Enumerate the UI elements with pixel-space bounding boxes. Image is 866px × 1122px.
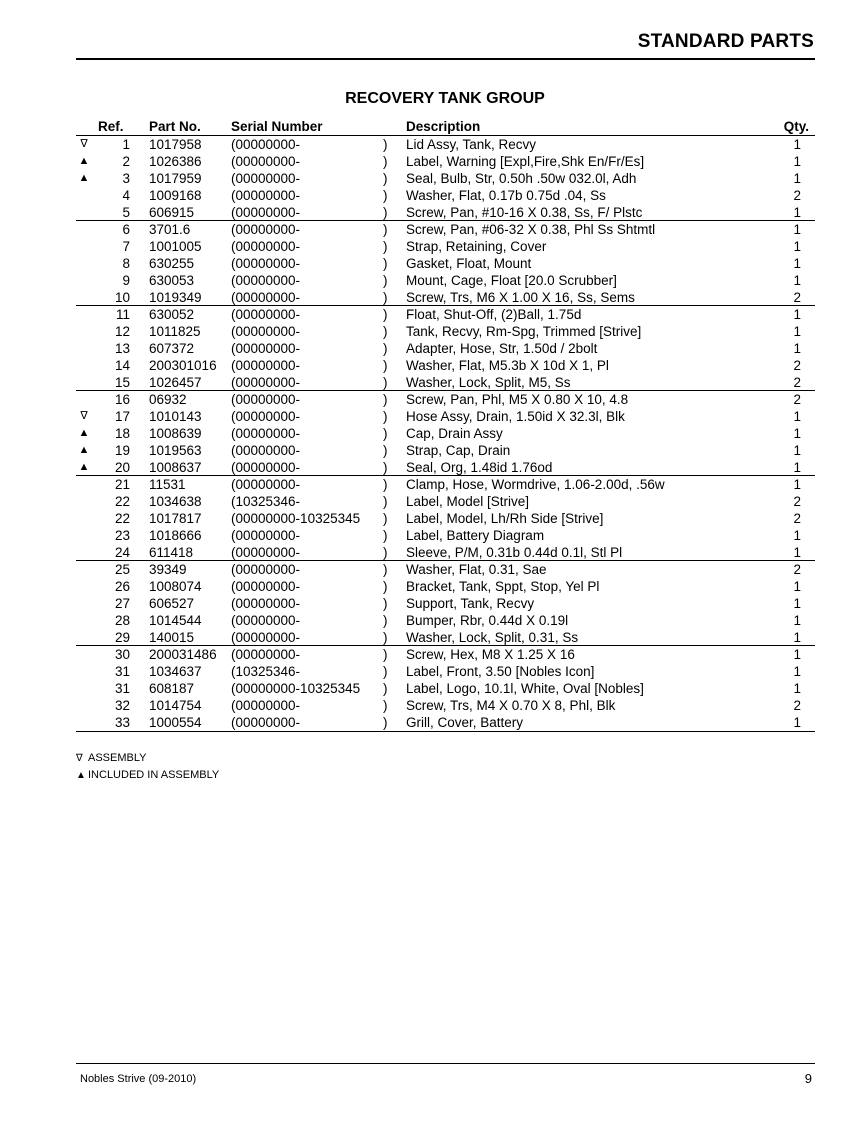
part-number: 1034638	[149, 494, 202, 509]
ref-number: 17	[114, 409, 130, 424]
serial-close-paren: )	[383, 188, 388, 203]
part-number: 1008637	[149, 460, 202, 475]
table-row	[76, 714, 815, 732]
table-row	[76, 187, 815, 204]
table-row	[76, 289, 815, 306]
serial-number: (00000000-	[231, 443, 301, 458]
part-description: Lid Assy, Tank, Recvy	[406, 137, 537, 152]
part-qty: 1	[793, 528, 801, 543]
part-number: 1026457	[149, 375, 202, 390]
part-description: Label, Logo, 10.1l, White, Oval [Nobles]	[406, 681, 644, 696]
ref-number: 29	[114, 630, 130, 645]
header-rule	[76, 58, 815, 60]
row-mark-icon: ▲	[78, 427, 90, 439]
part-qty: 1	[793, 205, 801, 220]
ref-number: 26	[114, 579, 130, 594]
assembly-symbol-icon: ∇	[76, 753, 83, 764]
part-description: Screw, Hex, M8 X 1.25 X 16	[406, 647, 575, 662]
table-row	[76, 238, 815, 255]
part-description: Washer, Flat, 0.17b 0.75d .04, Ss	[406, 188, 606, 203]
ref-number: 2	[122, 154, 130, 169]
legend	[76, 750, 219, 784]
part-qty: 1	[793, 613, 801, 628]
part-number: 39349	[149, 562, 187, 577]
table-row	[76, 697, 815, 714]
part-qty: 1	[793, 137, 801, 152]
serial-number: (00000000-	[231, 341, 301, 356]
part-number: 1034637	[149, 664, 202, 679]
part-qty: 1	[793, 409, 801, 424]
column-serial-number: Serial Number	[231, 119, 323, 134]
table-row	[76, 680, 815, 697]
table-row	[76, 255, 815, 272]
serial-close-paren: )	[383, 375, 388, 390]
part-qty: 1	[793, 630, 801, 645]
serial-close-paren: )	[383, 613, 388, 628]
column-part-no: Part No.	[149, 119, 201, 134]
table-row	[76, 340, 815, 357]
serial-close-paren: )	[383, 460, 388, 475]
part-description: Screw, Pan, #10-16 X 0.38, Ss, F/ Plstc	[406, 205, 643, 220]
serial-number: (00000000-	[231, 460, 301, 475]
ref-number: 1	[122, 137, 130, 152]
serial-number: (10325346-	[231, 664, 301, 679]
part-number: 1019349	[149, 290, 202, 305]
ref-number: 23	[114, 528, 130, 543]
table-row	[76, 578, 815, 595]
part-qty: 1	[793, 154, 801, 169]
part-qty: 2	[793, 290, 801, 305]
part-description: Seal, Org, 1.48id 1.76od	[406, 460, 553, 475]
serial-number: (00000000-	[231, 715, 301, 730]
footer-rule	[76, 1063, 815, 1064]
part-description: Hose Assy, Drain, 1.50id X 32.3l, Blk	[406, 409, 625, 424]
row-mark-icon: ▲	[78, 155, 90, 167]
serial-number: (00000000-	[231, 545, 301, 560]
part-description: Gasket, Float, Mount	[406, 256, 532, 271]
table-row	[76, 391, 815, 408]
serial-close-paren: )	[383, 579, 388, 594]
ref-number: 22	[114, 511, 130, 526]
row-mark-icon: ∇	[80, 410, 88, 422]
part-qty: 1	[793, 256, 801, 271]
ref-number: 10	[114, 290, 130, 305]
part-number: 1008639	[149, 426, 202, 441]
serial-close-paren: )	[383, 426, 388, 441]
serial-number: (00000000-	[231, 528, 301, 543]
table-row	[76, 544, 815, 561]
part-qty: 1	[793, 443, 801, 458]
part-qty: 1	[793, 273, 801, 288]
row-mark-icon: ∇	[80, 138, 88, 150]
serial-close-paren: )	[383, 137, 388, 152]
ref-number: 18	[114, 426, 130, 441]
table-row	[76, 476, 815, 493]
page-number: 9	[804, 1071, 812, 1086]
serial-close-paren: )	[383, 681, 388, 696]
part-description: Sleeve, P/M, 0.31b 0.44d 0.1l, Stl Pl	[406, 545, 623, 560]
part-number: 1018666	[149, 528, 202, 543]
part-qty: 2	[793, 358, 801, 373]
serial-number: (00000000-	[231, 222, 301, 237]
table-row	[76, 425, 815, 442]
part-qty: 2	[793, 511, 801, 526]
part-description: Label, Warning [Expl,Fire,Shk En/Fr/Es]	[406, 154, 645, 169]
serial-close-paren: )	[383, 562, 388, 577]
ref-number: 9	[122, 273, 130, 288]
serial-number: (00000000-	[231, 137, 301, 152]
part-qty: 1	[793, 477, 801, 492]
part-number: 200031486	[149, 647, 217, 662]
part-qty: 1	[793, 171, 801, 186]
ref-number: 5	[122, 205, 130, 220]
serial-close-paren: )	[383, 239, 388, 254]
ref-number: 32	[114, 698, 130, 713]
serial-number: (00000000-	[231, 562, 301, 577]
part-number: 1010143	[149, 409, 202, 424]
part-description: Washer, Flat, M5.3b X 10d X 1, Pl	[406, 358, 609, 373]
serial-close-paren: )	[383, 392, 388, 407]
part-description: Bumper, Rbr, 0.44d X 0.19l	[406, 613, 569, 628]
ref-number: 13	[114, 341, 130, 356]
table-row	[76, 357, 815, 374]
part-description: Tank, Recvy, Rm-Spg, Trimmed [Strive]	[406, 324, 642, 339]
table-row	[76, 663, 815, 680]
part-description: Screw, Pan, #06-32 X 0.38, Phl Ss Shtmtl	[406, 222, 656, 237]
part-qty: 1	[793, 426, 801, 441]
serial-number: (00000000-	[231, 188, 301, 203]
table-row	[76, 323, 815, 340]
part-qty: 1	[793, 647, 801, 662]
part-number: 1008074	[149, 579, 202, 594]
part-number: 611418	[149, 545, 194, 560]
serial-close-paren: )	[383, 545, 388, 560]
part-qty: 1	[793, 239, 801, 254]
ref-number: 20	[114, 460, 130, 475]
serial-close-paren: )	[383, 528, 388, 543]
serial-number: (00000000-	[231, 613, 301, 628]
serial-close-paren: )	[383, 630, 388, 645]
serial-close-paren: )	[383, 290, 388, 305]
legend-included	[76, 767, 219, 784]
part-qty: 1	[793, 664, 801, 679]
serial-close-paren: )	[383, 664, 388, 679]
part-number: 06932	[149, 392, 187, 407]
part-qty: 1	[793, 596, 801, 611]
ref-number: 12	[114, 324, 130, 339]
table-row	[76, 408, 815, 425]
ref-number: 3	[122, 171, 130, 186]
part-qty: 2	[793, 188, 801, 203]
part-description: Adapter, Hose, Str, 1.50d / 2bolt	[406, 341, 598, 356]
serial-close-paren: )	[383, 596, 388, 611]
parts-rows	[76, 136, 815, 732]
table-row	[76, 510, 815, 527]
column-ref: Ref.	[98, 119, 124, 134]
group-title: RECOVERY TANK GROUP	[345, 90, 545, 107]
part-description: Float, Shut-Off, (2)Ball, 1.75d	[406, 307, 582, 322]
column-header-row	[76, 118, 815, 136]
part-number: 1019563	[149, 443, 202, 458]
row-mark-icon: ▲	[78, 444, 90, 456]
ref-number: 28	[114, 613, 130, 628]
table-row	[76, 204, 815, 221]
serial-number: (00000000-	[231, 273, 301, 288]
part-number: 606527	[149, 596, 195, 611]
table-row	[76, 459, 815, 476]
serial-close-paren: )	[383, 171, 388, 186]
serial-close-paren: )	[383, 205, 388, 220]
footer-doc-title: Nobles Strive (09-2010)	[80, 1073, 197, 1085]
serial-close-paren: )	[383, 273, 388, 288]
serial-close-paren: )	[383, 494, 388, 509]
serial-number: (00000000-	[231, 256, 301, 271]
serial-close-paren: )	[383, 409, 388, 424]
serial-close-paren: )	[383, 358, 388, 373]
part-number: 1011825	[149, 324, 201, 339]
legend-assembly-text: ASSEMBLY	[88, 752, 147, 764]
part-description: Cap, Drain Assy	[406, 426, 503, 441]
table-row	[76, 136, 815, 153]
serial-close-paren: )	[383, 477, 388, 492]
parts-table	[76, 118, 815, 732]
serial-number: (10325346-	[231, 494, 301, 509]
table-row	[76, 561, 815, 578]
part-description: Screw, Trs, M4 X 0.70 X 8, Phl, Blk	[406, 698, 616, 713]
part-qty: 1	[793, 341, 801, 356]
part-qty: 1	[793, 307, 801, 322]
ref-number: 7	[122, 239, 130, 254]
part-qty: 1	[793, 715, 801, 730]
serial-close-paren: )	[383, 256, 388, 271]
ref-number: 33	[114, 715, 130, 730]
serial-number: (00000000-10325345	[231, 681, 361, 696]
serial-number: (00000000-	[231, 154, 301, 169]
part-qty: 1	[793, 460, 801, 475]
ref-number: 21	[114, 477, 130, 492]
serial-number: (00000000-	[231, 205, 301, 220]
ref-number: 24	[114, 545, 130, 560]
serial-number: (00000000-	[231, 477, 301, 492]
part-description: Grill, Cover, Battery	[406, 715, 524, 730]
serial-number: (00000000-	[231, 324, 301, 339]
part-number: 1001005	[149, 239, 202, 254]
ref-number: 6	[122, 222, 130, 237]
column-qty: Qty.	[783, 119, 809, 134]
table-row	[76, 646, 815, 663]
part-number: 3701.6	[149, 222, 191, 237]
part-qty: 2	[793, 375, 801, 390]
serial-close-paren: )	[383, 511, 388, 526]
serial-number: (00000000-	[231, 358, 301, 373]
row-mark-icon: ▲	[78, 172, 90, 184]
part-qty: 2	[793, 698, 801, 713]
table-row	[76, 272, 815, 289]
table-row	[76, 493, 815, 510]
table-row	[76, 629, 815, 646]
serial-number: (00000000-	[231, 307, 301, 322]
part-description: Label, Front, 3.50 [Nobles Icon]	[406, 664, 595, 679]
part-qty: 1	[793, 579, 801, 594]
serial-close-paren: )	[383, 443, 388, 458]
legend-included-text: INCLUDED IN ASSEMBLY	[88, 769, 220, 781]
part-description: Clamp, Hose, Wormdrive, 1.06-2.00d, .56w	[406, 477, 665, 492]
part-qty: 2	[793, 494, 801, 509]
part-qty: 1	[793, 324, 801, 339]
part-description: Label, Model [Strive]	[406, 494, 530, 509]
part-description: Strap, Retaining, Cover	[406, 239, 547, 254]
ref-number: 31	[114, 664, 130, 679]
table-row	[76, 170, 815, 187]
ref-number: 16	[114, 392, 130, 407]
table-row	[76, 527, 815, 544]
page-header-title: STANDARD PARTS	[637, 31, 814, 52]
serial-number: (00000000-	[231, 426, 301, 441]
serial-close-paren: )	[383, 222, 388, 237]
part-description: Strap, Cap, Drain	[406, 443, 511, 458]
serial-close-paren: )	[383, 647, 388, 662]
ref-number: 4	[122, 188, 130, 203]
ref-number: 25	[114, 562, 130, 577]
part-qty: 2	[793, 392, 801, 407]
table-row	[76, 374, 815, 391]
serial-number: (00000000-	[231, 171, 301, 186]
table-row	[76, 612, 815, 629]
part-number: 608187	[149, 681, 195, 696]
legend-assembly	[76, 750, 219, 767]
part-number: 1014754	[149, 698, 202, 713]
part-number: 1017817	[149, 511, 202, 526]
serial-number: (00000000-	[231, 630, 301, 645]
part-number: 630052	[149, 307, 195, 322]
serial-close-paren: )	[383, 698, 388, 713]
table-row	[76, 442, 815, 459]
serial-number: (00000000-	[231, 596, 301, 611]
ref-number: 15	[114, 375, 130, 390]
part-qty: 1	[793, 681, 801, 696]
ref-number: 8	[122, 256, 130, 271]
serial-close-paren: )	[383, 715, 388, 730]
part-description: Screw, Pan, Phl, M5 X 0.80 X 10, 4.8	[406, 392, 629, 407]
ref-number: 30	[114, 647, 130, 662]
part-number: 630255	[149, 256, 195, 271]
part-number: 1014544	[149, 613, 202, 628]
ref-number: 31	[114, 681, 130, 696]
part-number: 607372	[149, 341, 195, 356]
table-row	[76, 221, 815, 238]
serial-number: (00000000-	[231, 392, 301, 407]
part-description: Seal, Bulb, Str, 0.50h .50w 032.0l, Adh	[406, 171, 637, 186]
part-description: Washer, Lock, Split, M5, Ss	[406, 375, 571, 390]
part-number: 200301016	[149, 358, 217, 373]
part-qty: 2	[793, 562, 801, 577]
serial-number: (00000000-	[231, 239, 301, 254]
part-qty: 1	[793, 222, 801, 237]
serial-number: (00000000-10325345	[231, 511, 361, 526]
part-number: 1009168	[149, 188, 202, 203]
serial-number: (00000000-	[231, 698, 301, 713]
part-number: 1000554	[149, 715, 202, 730]
serial-number: (00000000-	[231, 647, 301, 662]
ref-number: 27	[114, 596, 130, 611]
part-description: Label, Model, Lh/Rh Side [Strive]	[406, 511, 604, 526]
part-qty: 1	[793, 545, 801, 560]
serial-number: (00000000-	[231, 579, 301, 594]
column-description: Description	[406, 119, 481, 134]
serial-close-paren: )	[383, 154, 388, 169]
ref-number: 19	[114, 443, 130, 458]
serial-number: (00000000-	[231, 375, 301, 390]
ref-number: 11	[115, 307, 130, 322]
serial-number: (00000000-	[231, 290, 301, 305]
serial-close-paren: )	[383, 341, 388, 356]
ref-number: 22	[114, 494, 130, 509]
part-description: Screw, Trs, M6 X 1.00 X 16, Ss, Sems	[406, 290, 635, 305]
part-number: 11531	[149, 477, 186, 492]
part-number: 630053	[149, 273, 195, 288]
part-description: Washer, Lock, Split, 0.31, Ss	[406, 630, 579, 645]
part-number: 1017958	[149, 137, 202, 152]
included-symbol-icon: ▲	[76, 770, 86, 781]
serial-close-paren: )	[383, 324, 388, 339]
part-description: Mount, Cage, Float [20.0 Scrubber]	[406, 273, 617, 288]
serial-number: (00000000-	[231, 409, 301, 424]
part-number: 140015	[149, 630, 195, 645]
row-mark-icon: ▲	[78, 461, 90, 473]
part-number: 606915	[149, 205, 195, 220]
table-row	[76, 595, 815, 612]
part-description: Bracket, Tank, Sppt, Stop, Yel Pl	[406, 579, 600, 594]
part-number: 1017959	[149, 171, 202, 186]
serial-close-paren: )	[383, 307, 388, 322]
part-description: Washer, Flat, 0.31, Sae	[406, 562, 547, 577]
table-row	[76, 153, 815, 170]
table-row	[76, 306, 815, 323]
part-description: Label, Battery Diagram	[406, 528, 545, 543]
part-description: Support, Tank, Recvy	[406, 596, 535, 611]
part-number: 1026386	[149, 154, 202, 169]
ref-number: 14	[114, 358, 130, 373]
